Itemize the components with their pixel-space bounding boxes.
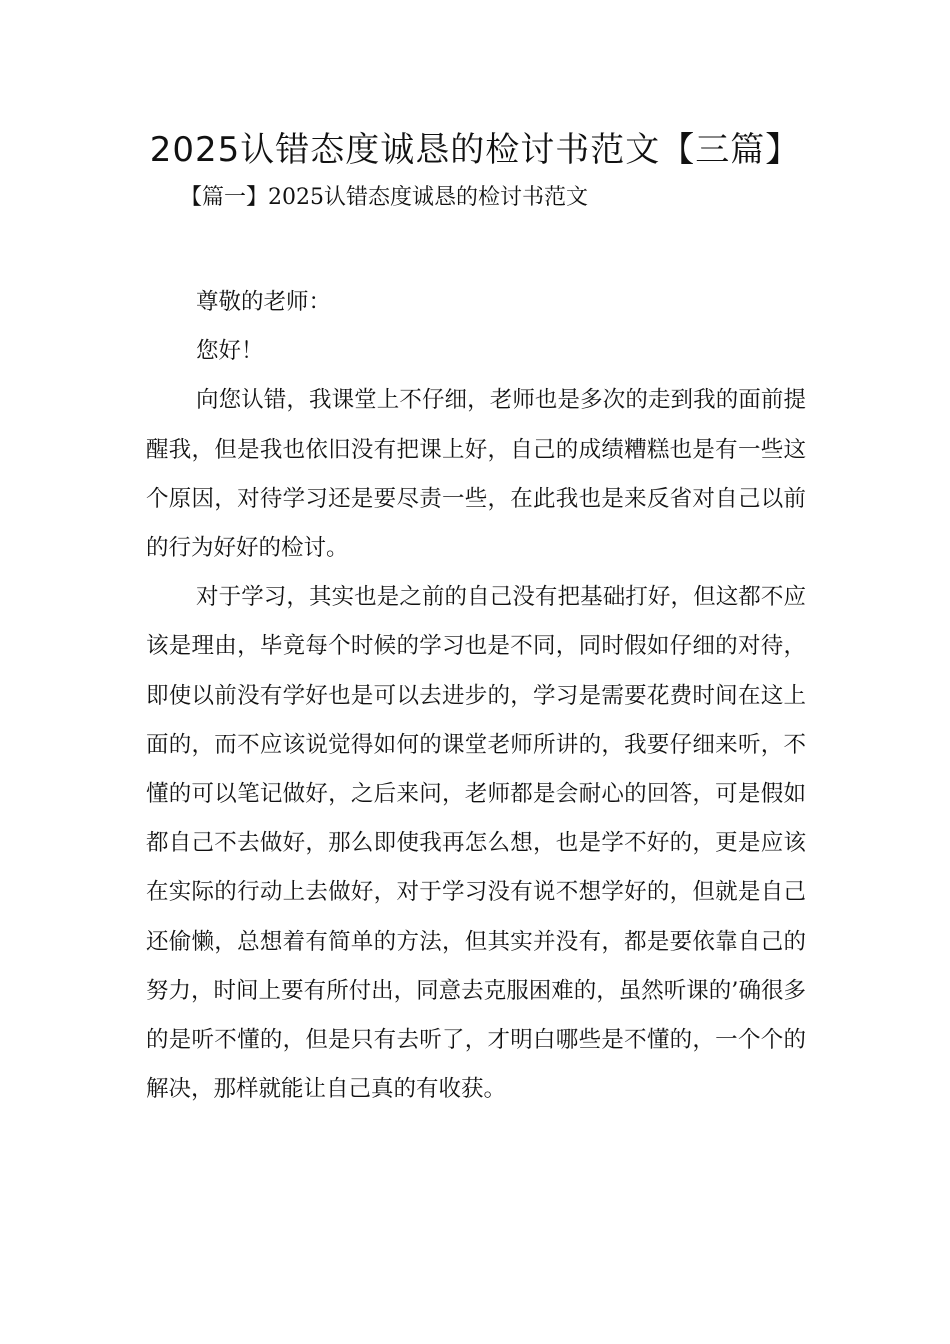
body-paragraph: 向您认错，我课堂上不仔细，老师也是多次的走到我的面前提醒我，但是我也依旧没有把课上好，自己的成绩糟糕也是有一些这个原因，对待学习还是要尽责一些，在此我也是来反省对自己以前的行为好好的检讨。	[146, 387, 806, 562]
section-heading: 【篇一】2025认错态度诚恳的检讨书范文	[180, 185, 588, 210]
body-paragraph: 对于学习，其实也是之前的自己没有把基础打好，但这都不应该是理由，毕竟每个时候的学习也是不同，同时假如仔细的对待，即使以前没有学好也是可以去进步的，学习是需要花费时间在这上面的，而不应该说觉得如何的课堂老师所讲的，我要仔细来听，不懂的可以笔记做好，之后来问，老师都是会耐心的回答，可是假如都自己不去做好，那么即使我再怎么想，也是学不好的，更是应该在实际的行动上去做好，对于学习没有说不想学好的，但就是自己还偷懒，总想着有简单的方法，但其实并没有，都是要依靠自己的努力，时间上要有所付出，同意去克服困难的，虽然听课的’确很多的是听不懂的，但是只有去听了，才明白哪些是不懂的，一个个的解决，那样就能让自己真的有收获。	[146, 584, 806, 1103]
greeting: 您好！	[196, 338, 264, 365]
salutation: 尊敬的老师：	[196, 289, 332, 315]
document-title: 2025认错态度诚恳的检讨书范文【三篇】	[149, 130, 801, 170]
letter-body	[146, 278, 806, 1114]
